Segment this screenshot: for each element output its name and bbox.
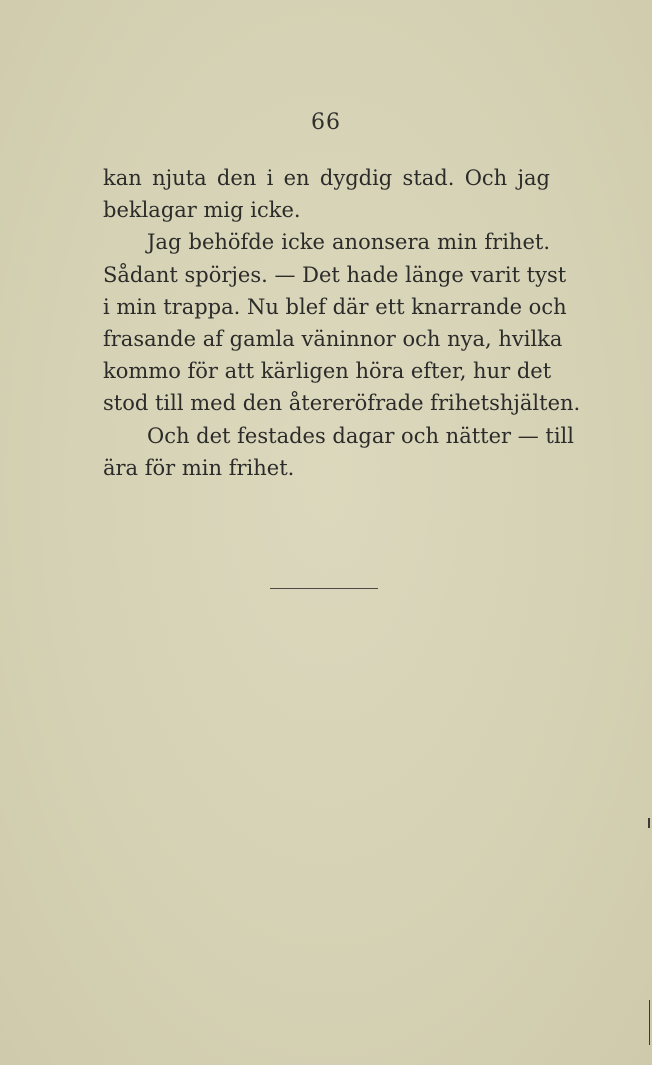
text-line: stod till med den återeröfrade frihetshjälten. <box>103 391 581 416</box>
text-line: frasande af gamla väninnor och nya, hvilka <box>103 326 563 351</box>
page-number: 66 <box>311 110 341 135</box>
text-line: kommo för att kärligen höra efter, hur det <box>103 359 552 384</box>
text-line: kan njuta den i en dygdig stad. Och jag <box>103 166 550 190</box>
text-line: Och det festades dagar och nätter — till <box>147 423 574 448</box>
text-line: beklagar mig icke. <box>103 198 301 223</box>
text-line: ära för min frihet. <box>103 455 295 480</box>
page-edge-mark <box>648 818 650 828</box>
text-line: Sådant spörjes. — Det hade länge varit tyst <box>103 262 567 287</box>
page-edge-mark <box>649 1000 650 1045</box>
text-line: i min trappa. Nu blef där ett knarrande och <box>103 294 567 319</box>
body-text <box>103 162 581 484</box>
text-line: Jag behöfde icke anonsera min frihet. <box>147 230 550 255</box>
section-divider <box>270 588 378 589</box>
